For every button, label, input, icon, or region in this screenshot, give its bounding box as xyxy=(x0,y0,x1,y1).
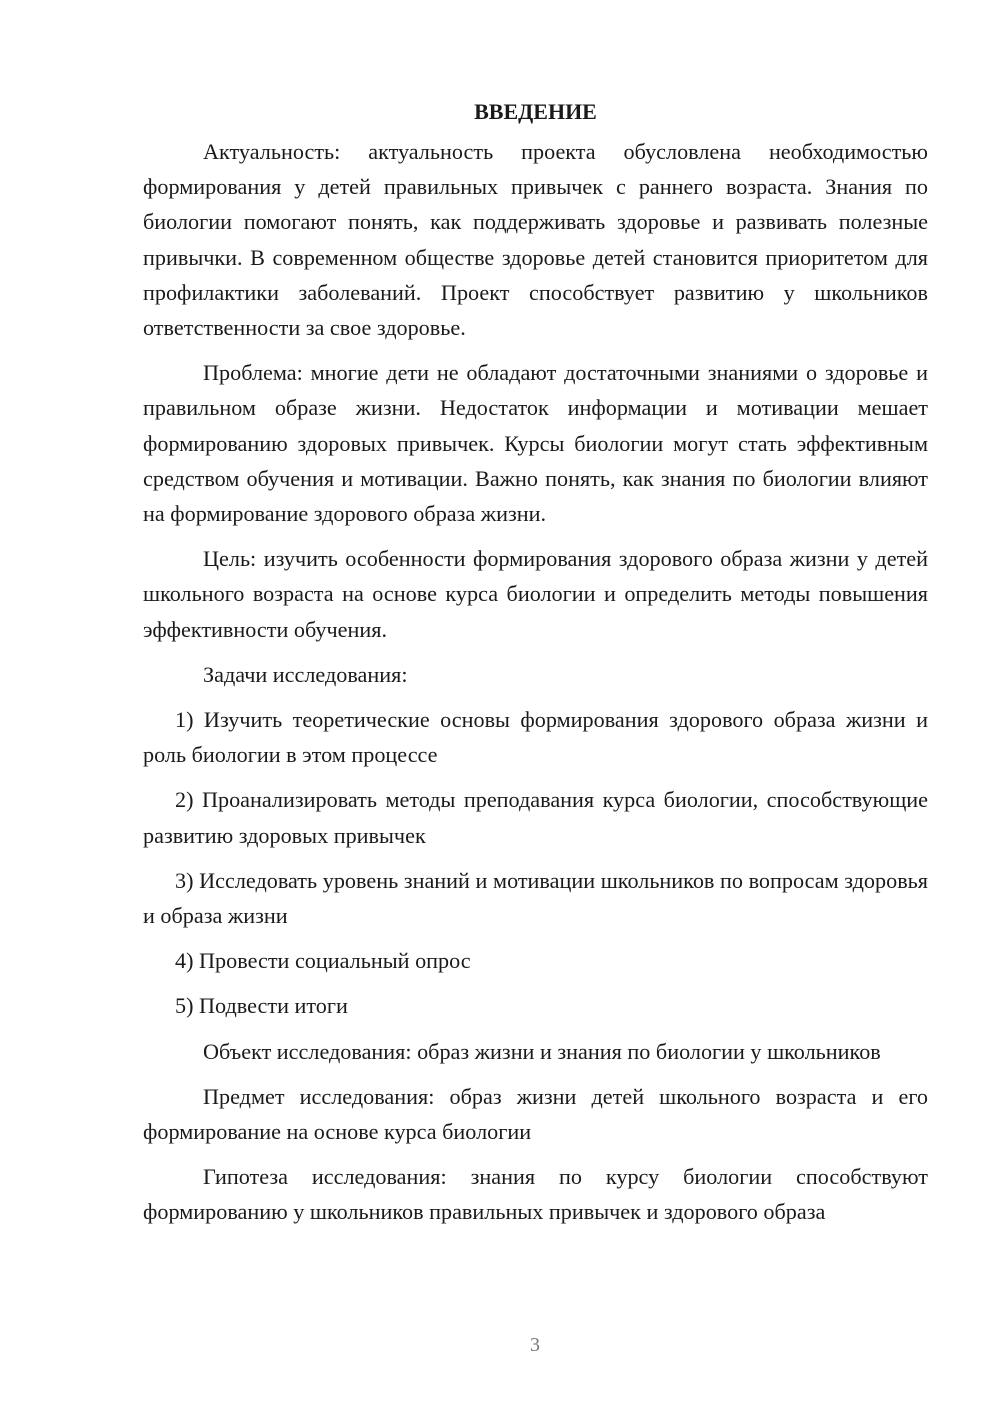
goal-paragraph: Цель: изучить особенности формирования здорового образа жизни у детей школьного возраста на основе курса биологии и определить методы повышения эффективности обучения. xyxy=(143,546,928,642)
task-item-1: 1) Изучить теоретические основы формирования здорового образа жизни и роль биологии в этом процессе xyxy=(143,707,928,768)
task-item-2: 2) Проанализировать методы преподавания курса биологии, способствующие развитию здоровых привычек xyxy=(143,787,928,848)
tasks-heading: Задачи исследования: xyxy=(203,661,408,687)
task-item-5: 5) Подвести итоги xyxy=(175,993,348,1019)
problem-paragraph: Проблема: многие дети не обладают достаточными знаниями о здоровье и правильном образе жизни. Недостаток информации и мотивации мешает формированию здоровых привычек. Курсы биологии могут стать эффективным средством обучения и мотивации. Важно понять, как знания по биологии влияют на формирование здорового образа жизни. xyxy=(143,360,928,527)
task-item-4: 4) Провести социальный опрос xyxy=(175,948,471,974)
subject-paragraph: Предмет исследования: образ жизни детей школьного возраста и его формирование на основе курса биологии xyxy=(143,1083,928,1145)
document-page xyxy=(143,94,928,1230)
hypothesis-paragraph: Гипотеза исследования: знания по курсу биологии способствуют формированию у школьников правильных привычек и здорового образа xyxy=(143,1164,928,1225)
task-item-3: 3) Исследовать уровень знаний и мотивации школьников по вопросам здоровья и образа жизни xyxy=(143,867,928,929)
object-paragraph: Объект исследования: образ жизни и знания по биологии у школьников xyxy=(203,1038,881,1064)
page-number: 3 xyxy=(530,1334,540,1356)
relevance-paragraph: Актуальность: актуальность проекта обусловлена необходимостью формирования у детей правильных привычек с раннего возраста. Знания по биологии помогают понять, как поддерживать здоровье и развивать полезные привычки. В современном обществе здоровье детей становится приоритетом для профилактики заболеваний. Проект способствует развитию у школьников ответственности за свое здоровье. xyxy=(143,139,928,341)
page-title: ВВЕДЕНИЕ xyxy=(474,99,597,124)
